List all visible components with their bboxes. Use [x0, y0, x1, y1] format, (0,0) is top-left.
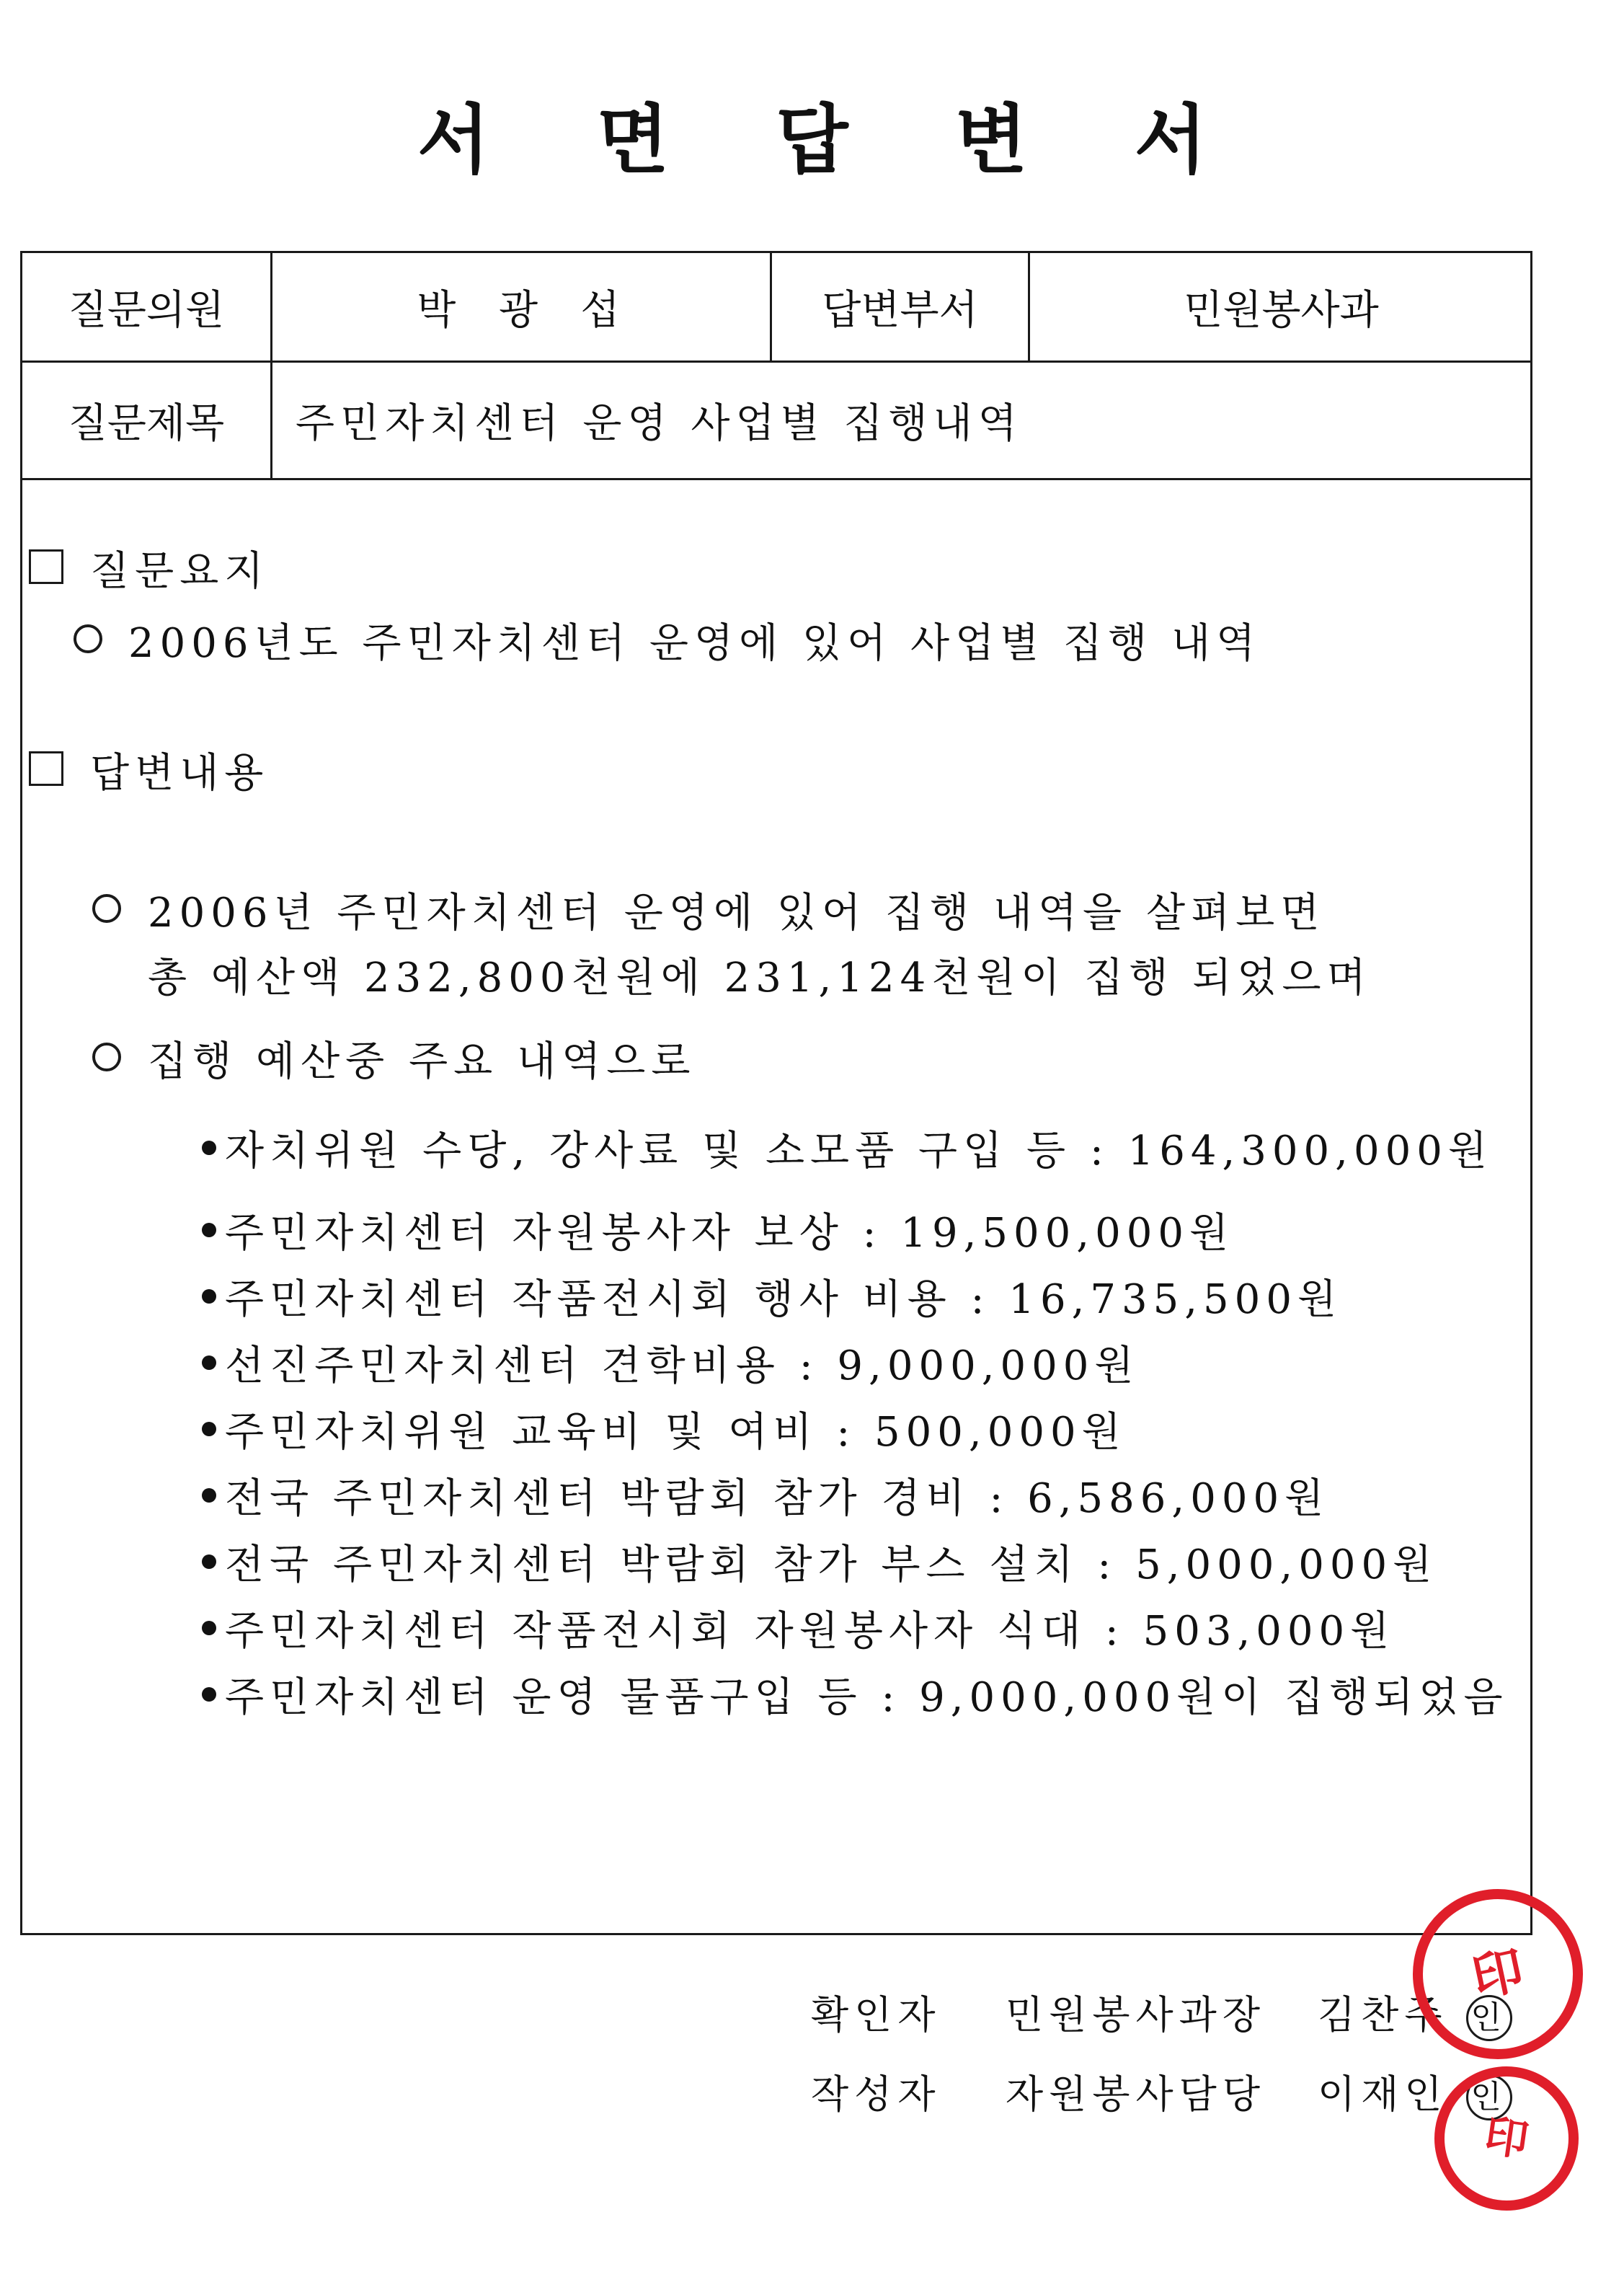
answer-paragraph-1-line-2: 총 예산액 232,800천원에 231,124천원이 집행 되었으며: [148, 955, 1372, 1001]
summary-circle-icon: [74, 624, 102, 653]
expense-item: [202, 1467, 1329, 1524]
expense-item: [202, 1666, 1509, 1723]
questioner-label: 질문의원: [68, 286, 225, 334]
bullet-icon: [202, 1488, 216, 1503]
writer-name-text: 이재인: [1318, 2071, 1448, 2117]
expense-item: [202, 1201, 1234, 1259]
bullet-icon: [202, 1141, 216, 1155]
expense-item-text: 주민자치센터 자원봉사자 보상 : 19,500,000원: [225, 1210, 1235, 1257]
confirmer-name-text: 김찬주: [1318, 1992, 1448, 2038]
expense-item: [202, 1400, 1127, 1458]
expense-item: [202, 1334, 1140, 1392]
writer-label: 작성자: [811, 2071, 941, 2117]
answer-circle-icon-1: [92, 894, 121, 923]
answer-checkbox-icon: [29, 751, 63, 786]
writer-title: 자원봉사담당: [1006, 2071, 1266, 2117]
expense-item-text: 주민자치위원 교육비 및 여비 : 500,000원: [225, 1409, 1127, 1456]
summary-heading: 질문요지: [90, 548, 270, 595]
expense-item-text: 주민자치센터 작품전시회 자원봉사자 식대 : 503,000원: [225, 1608, 1396, 1655]
expense-item-text: 자치위원 수당, 강사료 및 소모품 구입 등 : 164,300,000원: [225, 1128, 1493, 1175]
expense-item-text: 전국 주민자치센터 박람회 참가 부스 설치 : 5,000,000원: [225, 1542, 1438, 1588]
bullet-icon: [202, 1289, 216, 1304]
expense-item-text: 선진주민자치센터 견학비용 : 9,000,000원: [225, 1343, 1140, 1389]
expense-item: [202, 1599, 1395, 1657]
bullet-icon: [202, 1687, 216, 1702]
answer-circle-icon-2: [92, 1043, 121, 1071]
dept-value: 민원봉사과: [1184, 286, 1379, 334]
subject-value: 주민자치센터 운영 사업별 집행내역: [296, 400, 1023, 447]
answer-paragraph-2: 집행 예산중 주요 내역으로: [148, 1038, 696, 1085]
answer-paragraph-1-line-1: 2006년 주민자치센터 운영에 있어 집행 내역을 살펴보면: [148, 890, 1326, 937]
expense-item: [202, 1533, 1437, 1591]
header-bottom-divider: [20, 478, 1532, 480]
confirmer-title: 민원봉사과장: [1006, 1992, 1266, 2038]
bullet-icon: [202, 1223, 216, 1237]
summary-checkbox-icon: [29, 549, 63, 584]
expense-item-text: 전국 주민자치센터 박람회 참가 경비 : 6,586,000원: [225, 1475, 1330, 1522]
expense-item-text: 주민자치센터 운영 물품구입 등 : 9,000,000원이 집행되었음: [225, 1674, 1509, 1721]
writer-seal-icon: 印: [1425, 2057, 1588, 2220]
subject-label: 질문제목: [68, 400, 225, 447]
confirmer-in-mark: 인: [1466, 1995, 1512, 2041]
bullet-icon: [202, 1621, 216, 1635]
confirmer-seal-icon: 印: [1397, 1873, 1599, 2075]
bullet-icon: [202, 1422, 216, 1436]
expense-item-text: 주민자치센터 작품전시회 행사 비용 : 16,735,500원: [225, 1276, 1343, 1323]
answer-heading: 답변내용: [90, 750, 270, 797]
document-title: 서 면 답 변 서: [417, 96, 1248, 184]
bullet-icon: [202, 1355, 216, 1370]
writer-in-mark: 인: [1466, 2074, 1512, 2120]
questioner-name: 박 광 섭: [417, 286, 626, 334]
expense-item: [202, 1268, 1342, 1325]
expense-item: [202, 1119, 1493, 1177]
summary-text: 2006년도 주민자치센터 운영에 있어 사업별 집행 내역: [128, 620, 1261, 667]
confirmer-label: 확인자: [811, 1992, 941, 2038]
dept-label: 답변부서: [822, 286, 978, 334]
bullet-icon: [202, 1554, 216, 1569]
